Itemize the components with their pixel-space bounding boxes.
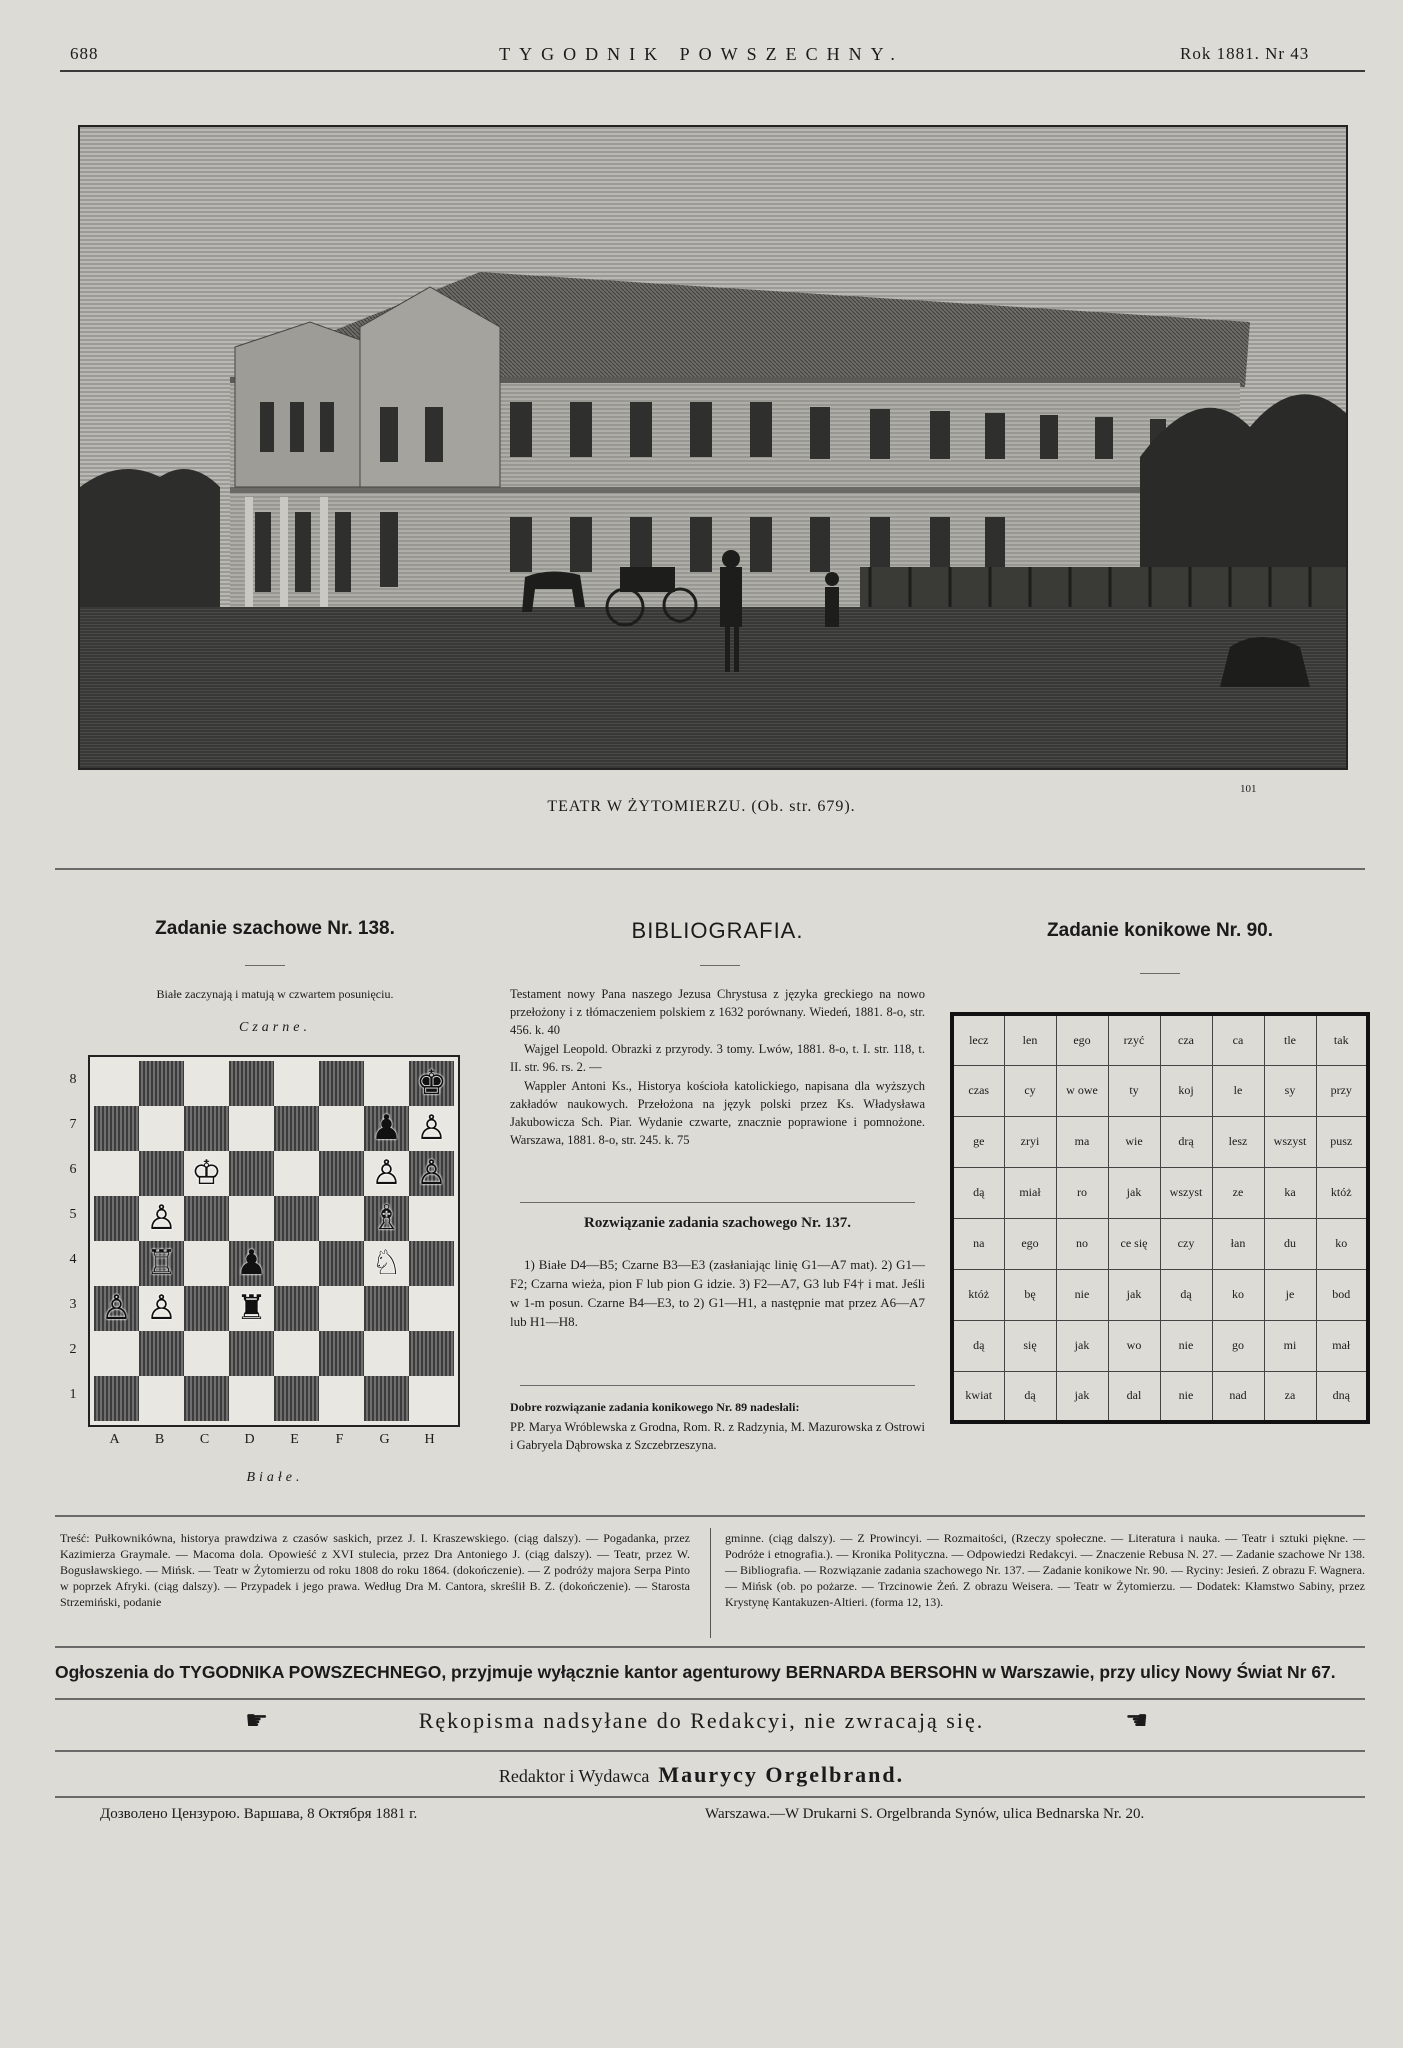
white-knight-icon: ♘ xyxy=(371,1243,402,1283)
table-cell: na xyxy=(952,1218,1004,1269)
table-cell: któż xyxy=(952,1269,1004,1320)
file-label: A xyxy=(109,1432,120,1447)
board-square xyxy=(229,1196,274,1241)
board-square xyxy=(409,1286,454,1331)
table-row xyxy=(952,1065,1368,1116)
manuscripts-notice: Rękopisma nadsyłane do Redakcyi, nie zwracają się. xyxy=(418,1708,985,1733)
board-square xyxy=(139,1106,184,1151)
table-cell: drą xyxy=(1160,1116,1212,1167)
table-cell: du xyxy=(1264,1218,1316,1269)
board-square xyxy=(274,1106,319,1151)
table-cell: mał xyxy=(1316,1320,1368,1371)
table-cell: pusz xyxy=(1316,1116,1368,1167)
table-cell: ma xyxy=(1056,1116,1108,1167)
table-cell: jak xyxy=(1108,1167,1160,1218)
table-row xyxy=(952,1167,1368,1218)
table-cell: ka xyxy=(1264,1167,1316,1218)
table-cell: czas xyxy=(952,1065,1004,1116)
bibliography-entry: Testament nowy Pana naszego Jezusa Chrystusa z języka greckiego na nowo przełożony i z tłómaczeniem polskiem z 1632 porównany. Wiedeń, 1881. 8-o, str. 456. k. 40 xyxy=(510,987,925,1037)
plate-number: 101 xyxy=(1240,783,1257,795)
table-cell: len xyxy=(1004,1014,1056,1065)
black-pawn-icon: ♟ xyxy=(371,1108,402,1148)
white-pawn-icon: ♙ xyxy=(416,1108,447,1148)
file-label: F xyxy=(335,1432,344,1447)
table-cell: czy xyxy=(1160,1218,1212,1269)
table-cell: w owe xyxy=(1056,1065,1108,1116)
file-label: G xyxy=(379,1432,390,1447)
white-king-icon: ♔ xyxy=(191,1153,222,1193)
header-rule xyxy=(60,70,1365,72)
table-cell: wie xyxy=(1108,1116,1160,1167)
table-cell: ko xyxy=(1212,1269,1264,1320)
advertising-notice: Ogłoszenia do TYGODNIKA POWSZECHNEGO, przyjmuje wyłącznie kantor agenturowy BERNARDA BERSOHN w Warszawie, przy ulicy Nowy Świat Nr 67. xyxy=(55,1662,1336,1682)
file-label: B xyxy=(154,1432,165,1447)
footer-rule xyxy=(55,1698,1365,1700)
table-cell: wszyst xyxy=(1160,1167,1212,1218)
table-cell: tle xyxy=(1264,1014,1316,1065)
board-square xyxy=(229,1106,274,1151)
solvers-title: Dobre rozwiązanie zadania konikowego Nr. 89 nadesłali: xyxy=(510,1400,800,1414)
table-cell: miał xyxy=(1004,1167,1056,1218)
table-cell: le xyxy=(1212,1065,1264,1116)
table-cell: wszyst xyxy=(1264,1116,1316,1167)
table-cell: kwiat xyxy=(952,1371,1004,1422)
table-cell: nad xyxy=(1212,1371,1264,1422)
table-cell: ty xyxy=(1108,1065,1160,1116)
board-square xyxy=(364,1286,409,1331)
table-cell: za xyxy=(1264,1371,1316,1422)
table-row xyxy=(952,1014,1368,1065)
board-square xyxy=(274,1151,319,1196)
board-square xyxy=(139,1151,184,1196)
bibliography-entry: Wajgel Leopold. Obrazki z przyrody. 3 tomy. Lwów, 1881. 8-o, t. I. str. 118, t. II. str. 96. rs. 2. — xyxy=(510,1042,925,1074)
file-label: H xyxy=(424,1432,435,1447)
engraving-image xyxy=(80,127,1348,770)
board-square xyxy=(409,1331,454,1376)
table-cell: dal xyxy=(1108,1371,1160,1422)
pointing-hand-icon: ☛ xyxy=(1125,1706,1149,1736)
censor-note: Дозволено Цензурою. Варшава, 8 Октября 1881 г. xyxy=(100,1806,418,1822)
footer-rule xyxy=(55,1515,1365,1517)
table-cell: no xyxy=(1056,1218,1108,1269)
board-square xyxy=(184,1241,229,1286)
table-cell: wo xyxy=(1108,1320,1160,1371)
bibliography-title: BIBLIOGRAFIA. xyxy=(631,918,804,943)
white-pawn-icon: ♙ xyxy=(416,1153,447,1193)
table-cell: ca xyxy=(1212,1014,1264,1065)
table-cell: tak xyxy=(1316,1014,1368,1065)
board-square xyxy=(184,1061,229,1106)
table-cell: nie xyxy=(1056,1269,1108,1320)
board-square xyxy=(274,1196,319,1241)
editor-label: Redaktor i Wydawca xyxy=(498,1766,650,1786)
knight-tour-table xyxy=(950,1012,1370,1424)
board-square xyxy=(184,1106,229,1151)
white-rook-icon: ♖ xyxy=(146,1243,177,1283)
board-square xyxy=(409,1196,454,1241)
table-cell: dną xyxy=(1316,1371,1368,1422)
table-row xyxy=(952,1371,1368,1422)
board-square xyxy=(184,1331,229,1376)
board-square xyxy=(94,1106,139,1151)
section-divider xyxy=(55,868,1365,870)
title-rule xyxy=(1140,973,1180,974)
black-king-icon: ♚ xyxy=(416,1063,447,1103)
table-cell: ego xyxy=(1004,1218,1056,1269)
table-cell: cy xyxy=(1004,1065,1056,1116)
board-square xyxy=(319,1106,364,1151)
board-square xyxy=(409,1241,454,1286)
table-cell: któż xyxy=(1316,1167,1368,1218)
table-cell: je xyxy=(1264,1269,1316,1320)
board-square xyxy=(94,1331,139,1376)
board-square xyxy=(94,1241,139,1286)
board-square xyxy=(274,1376,319,1421)
rank-label: 8 xyxy=(69,1072,77,1087)
white-label: Białe. xyxy=(246,1470,304,1485)
title-rule xyxy=(700,965,740,966)
table-cell: lesz xyxy=(1212,1116,1264,1167)
issue-number: Rok 1881. Nr 43 xyxy=(1180,44,1310,63)
footer-rule xyxy=(55,1796,1365,1798)
table-cell: ge xyxy=(952,1116,1004,1167)
table-cell: dą xyxy=(952,1167,1004,1218)
table-cell: ko xyxy=(1316,1218,1368,1269)
rank-label: 5 xyxy=(69,1207,77,1222)
white-pawn-icon: ♙ xyxy=(146,1288,177,1328)
board-square xyxy=(319,1061,364,1106)
table-cell: cza xyxy=(1160,1014,1212,1065)
table-cell: ro xyxy=(1056,1167,1108,1218)
board-square xyxy=(229,1061,274,1106)
table-cell: ze xyxy=(1212,1167,1264,1218)
table-cell: dą xyxy=(1160,1269,1212,1320)
board-square xyxy=(139,1331,184,1376)
board-square xyxy=(229,1376,274,1421)
board-square xyxy=(274,1286,319,1331)
white-pawn-icon: ♙ xyxy=(101,1288,132,1328)
board-square xyxy=(184,1196,229,1241)
board-square xyxy=(94,1376,139,1421)
solution-title: Rozwiązanie zadania szachowego Nr. 137. xyxy=(584,1215,851,1231)
rank-label: 7 xyxy=(69,1117,77,1132)
table-cell: bę xyxy=(1004,1269,1056,1320)
table-cell: łan xyxy=(1212,1218,1264,1269)
column-rule xyxy=(520,1385,915,1386)
rank-label: 4 xyxy=(69,1252,77,1267)
board-square xyxy=(319,1196,364,1241)
board-square xyxy=(409,1376,454,1421)
table-cell: rzyć xyxy=(1108,1014,1160,1065)
table-cell: koj xyxy=(1160,1065,1212,1116)
board-square xyxy=(229,1151,274,1196)
board-square xyxy=(94,1061,139,1106)
table-row xyxy=(952,1116,1368,1167)
board-square xyxy=(319,1241,364,1286)
table-cell: dą xyxy=(1004,1371,1056,1422)
footer-rule xyxy=(55,1750,1365,1752)
black-rook-icon: ♜ xyxy=(236,1288,267,1328)
board-square xyxy=(319,1286,364,1331)
table-cell: zryi xyxy=(1004,1116,1056,1167)
chess-instruction: Białe zaczynają i matują w czwartem posunięciu. xyxy=(156,987,394,1001)
board-square xyxy=(184,1376,229,1421)
board-square xyxy=(364,1376,409,1421)
table-cell: nie xyxy=(1160,1320,1212,1371)
board-square xyxy=(319,1331,364,1376)
board-square xyxy=(94,1151,139,1196)
chess-problem-title: Zadanie szachowe Nr. 138. xyxy=(155,918,395,939)
board-square xyxy=(319,1376,364,1421)
board-square xyxy=(229,1331,274,1376)
solution-text: 1) Białe D4—B5; Czarne B3—E3 (zasłaniając linię G1—A7 mat). 2) G1—F2; Czarna wieża, pion F lub pion G idzie. 3) F2—A7, G3 lub F4† i mat. Jeśli w 1-m posun. Czarne B4—E3, to 2) G1—H1, a następnie mat przez A6—A7 lub H1—H8. xyxy=(510,1257,925,1329)
pointing-hand-icon: ☛ xyxy=(245,1706,269,1736)
masthead-title: TYGODNIK POWSZECHNY. xyxy=(499,44,904,64)
board-square xyxy=(184,1286,229,1331)
table-cell: jak xyxy=(1056,1371,1108,1422)
table-cell: mi xyxy=(1264,1320,1316,1371)
contents-left: Treść: Pułkownikówna, historya prawdziwa z czasów saskich, przez J. I. Kraszewskiego. (ciąg dalszy). — Pogadanka, przez Kazimierza Graymale. — Macoma dola. Opowieść z XVI stulecia, przez Dra Antoniego J. (ciąg dalszy). — Teatr, przez W. Bogusławskiego. — Mińsk. — Teatr w Żytomierzu od roku 1808 do roku 1864. (dokończenie). — Z podróży majora Serpa Pinto w poprzek Afryki. (ciąg dalszy). — Przypadek i jego prawa. Według Dra M. Cantora, skreślił B. Z. (dokończenie). — Starosta Strzemiński, podanie xyxy=(60,1531,690,1609)
rank-label: 3 xyxy=(69,1297,77,1312)
printer-note: Warszawa.—W Drukarni S. Orgelbranda Synów, ulica Bednarska Nr. 20. xyxy=(705,1806,1145,1822)
editor-name: Maurycy Orgelbrand. xyxy=(658,1762,905,1787)
board-square xyxy=(139,1376,184,1421)
table-cell: sy xyxy=(1264,1065,1316,1116)
table-cell: ce się xyxy=(1108,1218,1160,1269)
black-pawn-icon: ♟ xyxy=(236,1243,267,1283)
black-label: Czarne. xyxy=(239,1020,311,1035)
contents-divider xyxy=(710,1528,711,1638)
white-pawn-icon: ♙ xyxy=(371,1153,402,1193)
footer-rule xyxy=(55,1646,1365,1648)
board-square xyxy=(94,1196,139,1241)
table-cell: się xyxy=(1004,1320,1056,1371)
column-rule xyxy=(520,1202,915,1203)
table-cell: jak xyxy=(1108,1269,1160,1320)
rank-label: 2 xyxy=(69,1342,77,1357)
table-row xyxy=(952,1320,1368,1371)
board-square xyxy=(364,1061,409,1106)
board-square xyxy=(364,1331,409,1376)
board-square xyxy=(319,1151,364,1196)
table-cell: dą xyxy=(952,1320,1004,1371)
contents-right: gminne. (ciąg dalszy). — Z Prowincyi. — Rozmaitości, (Rzeczy społeczne. — Literatura i nauka. — Teatr i sztuki piękne. — Podróże i etnografia.). — Kronika Polityczna. — Odpowiedzi Redakcyi. — Znaczenie Rebusa N. 27. — Zadanie szachowe Nr 138. — Bibliografia. — Rozwiązanie zadania szachowego Nr. 137. — Zadanie konikowe Nr. 90. — Ryciny: Jesień. Z obrazu F. Wagnera. — Mińsk (ob. po pożarze. — Trzcinowie Żeń. Z obrazu Weisera. — Teatr w Żytomierzu. — Dodatek: Kłamstwo Sabiny, przez Krystynę Kantakuzen-Altieri. (forma 12, 13). xyxy=(725,1531,1365,1609)
table-cell: ego xyxy=(1056,1014,1108,1065)
table-cell: nie xyxy=(1160,1371,1212,1422)
board-square xyxy=(139,1061,184,1106)
table-cell: jak xyxy=(1056,1320,1108,1371)
board-square xyxy=(274,1241,319,1286)
white-bishop-icon: ♗ xyxy=(371,1198,402,1238)
editor-line xyxy=(0,1762,1403,1788)
chess-board xyxy=(88,1055,460,1427)
rank-label: 1 xyxy=(69,1387,77,1402)
table-row xyxy=(952,1269,1368,1320)
theatre-engraving xyxy=(78,125,1348,770)
board-square xyxy=(274,1061,319,1106)
file-label: C xyxy=(199,1432,210,1447)
table-row xyxy=(952,1218,1368,1269)
solvers-text: PP. Marya Wróblewska z Grodna, Rom. R. z Radzynia, M. Mazurowska z Ostrowi i Gabryela Dąbrowska z Szczebrzeszyna. xyxy=(510,1420,925,1452)
board-square xyxy=(274,1331,319,1376)
table-cell: przy xyxy=(1316,1065,1368,1116)
table-cell: go xyxy=(1212,1320,1264,1371)
page-number: 688 xyxy=(70,44,99,63)
white-pawn-icon: ♙ xyxy=(146,1198,177,1238)
table-cell: bod xyxy=(1316,1269,1368,1320)
bibliography-entry: Wappler Antoni Ks., Historya kościoła katolickiego, napisana dla wyższych zakładów naukowych. Przełożona na język polski przez Ks. Władysława Jakubowicza Sch. Piar. Wydanie czwarte, znacznie poprawione i pomnożone. Warszawa, 1881. 8-o, str. 245. k. 75 xyxy=(510,1079,925,1147)
rank-label: 6 xyxy=(69,1162,77,1177)
file-label: E xyxy=(290,1432,299,1447)
file-label: D xyxy=(244,1432,255,1447)
illustration-caption: TEATR W ŻYTOMIERZU. (Ob. str. 679). xyxy=(547,798,856,815)
table-cell: lecz xyxy=(952,1014,1004,1065)
knight-problem-title: Zadanie konikowe Nr. 90. xyxy=(1047,920,1273,941)
title-rule xyxy=(245,965,285,966)
